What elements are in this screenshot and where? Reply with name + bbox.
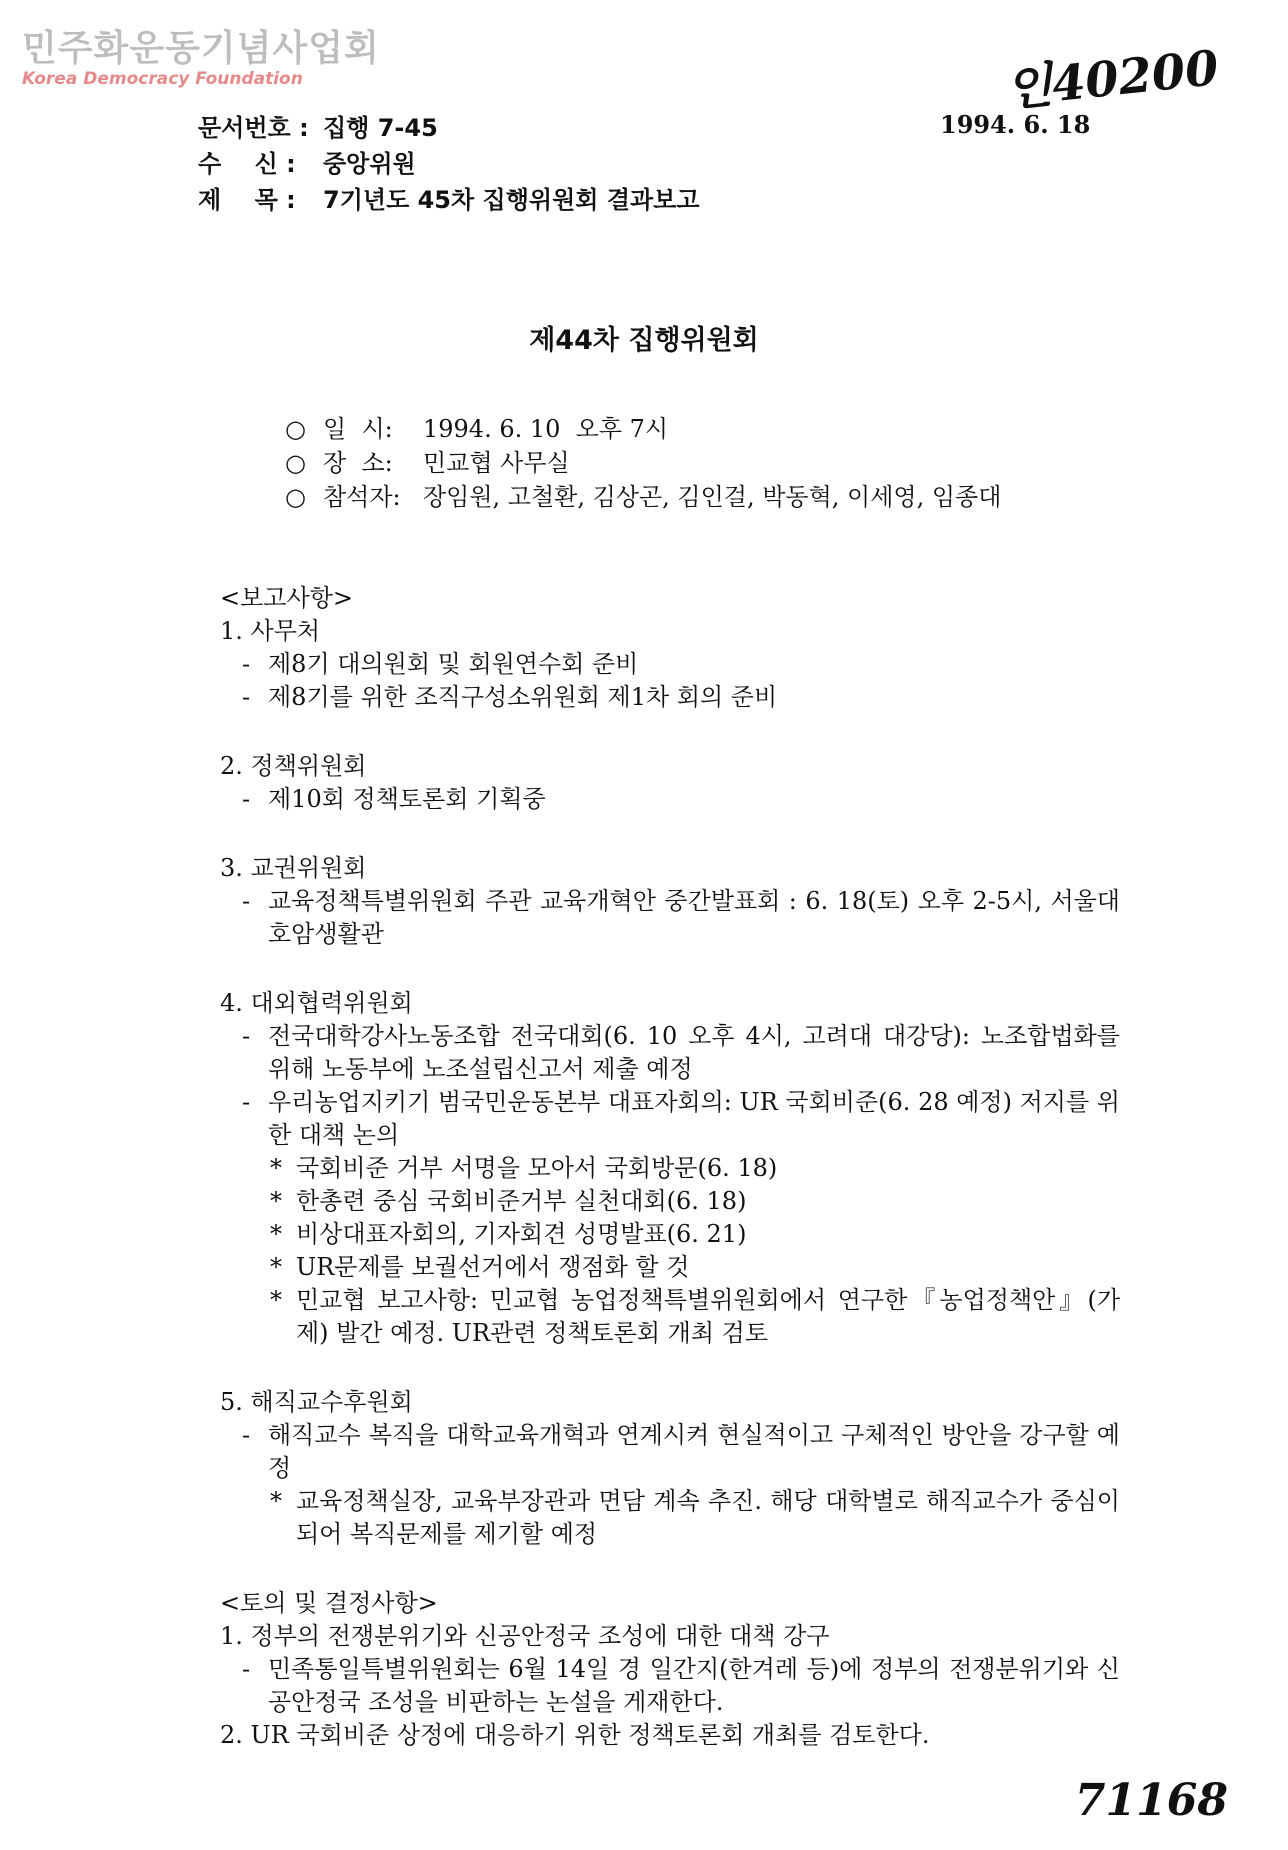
asterisk-icon: *: [270, 1154, 282, 1182]
sub-item: 한총련 중심 국회비준거부 실천대회(6. 18): [296, 1187, 747, 1215]
section-title: 4. 대외협력위원회: [220, 989, 413, 1017]
archive-stamp: 인40200: [1002, 39, 1221, 118]
asterisk-icon: *: [270, 1487, 282, 1515]
meta-value: 장임원, 고철환, 김상곤, 김인걸, 박동혁, 이세영, 임종대: [423, 483, 1002, 511]
bullet-icon: ○: [285, 415, 306, 443]
to-label: 수 신 :: [198, 150, 296, 178]
watermark-english: Korea Democracy Foundation: [22, 69, 303, 89]
list-item: 민족통일특별위원회는 6월 14일 경 일간지(한겨레 등)에 정부의 전쟁분위기와 신공안정국 조성을 비판하는 논설을 게재한다.: [268, 1655, 1120, 1716]
subject-label: 제 목 :: [198, 186, 296, 214]
list-item: 제10회 정책토론회 기획중: [268, 785, 546, 813]
sub-item: 비상대표자회의, 기자회견 성명발표(6. 21): [296, 1220, 747, 1248]
sub-item: 국회비준 거부 서명을 모아서 국회방문(6. 18): [296, 1154, 778, 1182]
list-item: 교육정책특별위원회 주관 교육개혁안 중간발표회 : 6. 18(토) 오후 2-5시, 서울대 호암생활관: [268, 887, 1120, 948]
watermark-korean: 민주화운동기념사업회: [22, 28, 380, 69]
list-item: 해직교수 복직을 대학교육개혁과 연계시켜 현실적이고 구체적인 방안을 강구할 예정: [268, 1421, 1120, 1482]
meta-key: 참석자:: [323, 483, 401, 511]
decision-item: 1. 정부의 전쟁분위기와 신공안정국 조성에 대한 대책 강구: [220, 1622, 830, 1650]
sub-item: 교육정책실장, 교육부장관과 면담 계속 추진. 해당 대학별로 해직교수가 중심이 되어 복직문제를 제기할 예정: [296, 1487, 1120, 1548]
bullet-icon: ○: [285, 483, 306, 511]
document-header: [198, 110, 700, 218]
document-date: 1994. 6. 18: [940, 110, 1091, 139]
asterisk-icon: *: [270, 1187, 282, 1215]
meta-key: 장 소:: [323, 449, 393, 477]
decisions-heading: <토의 및 결정사항>: [220, 1589, 438, 1617]
document-body: <보고사항> 1. 사무처 - 제8기 대의원회 및 회원연수회 준비 - 제8기를 위한 조직구성소위원회 제1차 회의 준비 2. 정책위원회 - 제10회 정책토론회 기획중 3. 교권위원회 - 교육정책특별위원회 주관 교육개혁안 중간발표회 : 6. 18(토) 오후 2-5시, 서울대 호암생활관 4. 대외협력위원회 - 전국대학강사노동조합 전국대회(6. 10 오후 4시, 고려대 대강당): 노조합법화를 위해 노동부에 노조설립신고서 제출 예정 - 우리농업지키기 범국민운동본부 대표자회의: UR 국회비준(6. 28 예정) 저지를 위한 대책 논의 * 국회비준 거부 서명을 모아서 국회방문(6. 18) * 한총련 중심 국회비준거부 실천대회(6. 18) * 비상대표자회의, 기자회견 성명발표(6. 21) * UR문제를 보궐선거에서 쟁점화 할 것 * 민교협 보고사항: 민교협 농업정책특별위원회에서 연구한『농업정책안』(가제) 발간 예정. UR관련 정책토론회 개최 검토 5. 해직교수후원회 - 해직교수 복직을 대학교육개혁과 연계시켜 현실적이고 구체적인 방안을 강구할 예정 * 교육정책실장, 교육부장관과 면담 계속 추진. 해당 대학별로 해직교수가 중심이 되어 복직문제를 제기할 예정 <토의 및 결정사항> 1. 정부의 전쟁분위기와 신공안정국 조성에 대한 대책 강구 - 민족통일특별위원회는 6월 14일 경 일간지(한겨레 등)에 정부의 전쟁분위기와 신공안정국 조성을 비판하는 논설을 게재한다. 2. UR 국회비준 상정에 대응하기 위한 정책토론회 개최를 검토한다.: [220, 582, 1120, 1752]
sub-item: UR문제를 보궐선거에서 쟁점화 할 것: [296, 1253, 690, 1281]
foundation-watermark: [22, 20, 380, 89]
page-mark: 71168: [1074, 1775, 1228, 1826]
asterisk-icon: *: [270, 1220, 282, 1248]
list-item: 제8기를 위한 조직구성소위원회 제1차 회의 준비: [268, 683, 778, 711]
section-title: 3. 교권위원회: [220, 854, 367, 882]
meeting-info: [285, 412, 1001, 514]
asterisk-icon: *: [270, 1253, 282, 1281]
list-item: 전국대학강사노동조합 전국대회(6. 10 오후 4시, 고려대 대강당): 노조합법화를 위해 노동부에 노조설립신고서 제출 예정: [268, 1022, 1120, 1083]
meta-key: 일 시:: [323, 415, 393, 443]
section-title: 5. 해직교수후원회: [220, 1388, 413, 1416]
asterisk-icon: *: [270, 1286, 282, 1314]
report-heading: <보고사항>: [220, 584, 353, 612]
bullet-icon: ○: [285, 449, 306, 477]
doc-no: 집행 7-45: [323, 114, 438, 142]
meta-value: 1994. 6. 10 오후 7시: [423, 415, 669, 443]
page-title: 제44차 집행위원회: [529, 325, 759, 356]
doc-no-label: 문서번호 :: [198, 114, 309, 142]
list-item: 제8기 대의원회 및 회원연수회 준비: [268, 650, 639, 678]
list-item: 우리농업지키기 범국민운동본부 대표자회의: UR 국회비준(6. 28 예정) 저지를 위한 대책 논의: [268, 1088, 1120, 1149]
sub-item: 민교협 보고사항: 민교협 농업정책특별위원회에서 연구한『농업정책안』(가제) 발간 예정. UR관련 정책토론회 개최 검토: [296, 1286, 1120, 1347]
subject: 7기년도 45차 집행위원회 결과보고: [323, 186, 700, 214]
section-title: 1. 사무처: [220, 617, 321, 645]
meta-value: 민교협 사무실: [423, 449, 570, 477]
section-title: 2. 정책위원회: [220, 752, 367, 780]
decision-item: 2. UR 국회비준 상정에 대응하기 위한 정책토론회 개최를 검토한다.: [220, 1721, 930, 1749]
recipient: 중앙위원: [323, 150, 416, 178]
